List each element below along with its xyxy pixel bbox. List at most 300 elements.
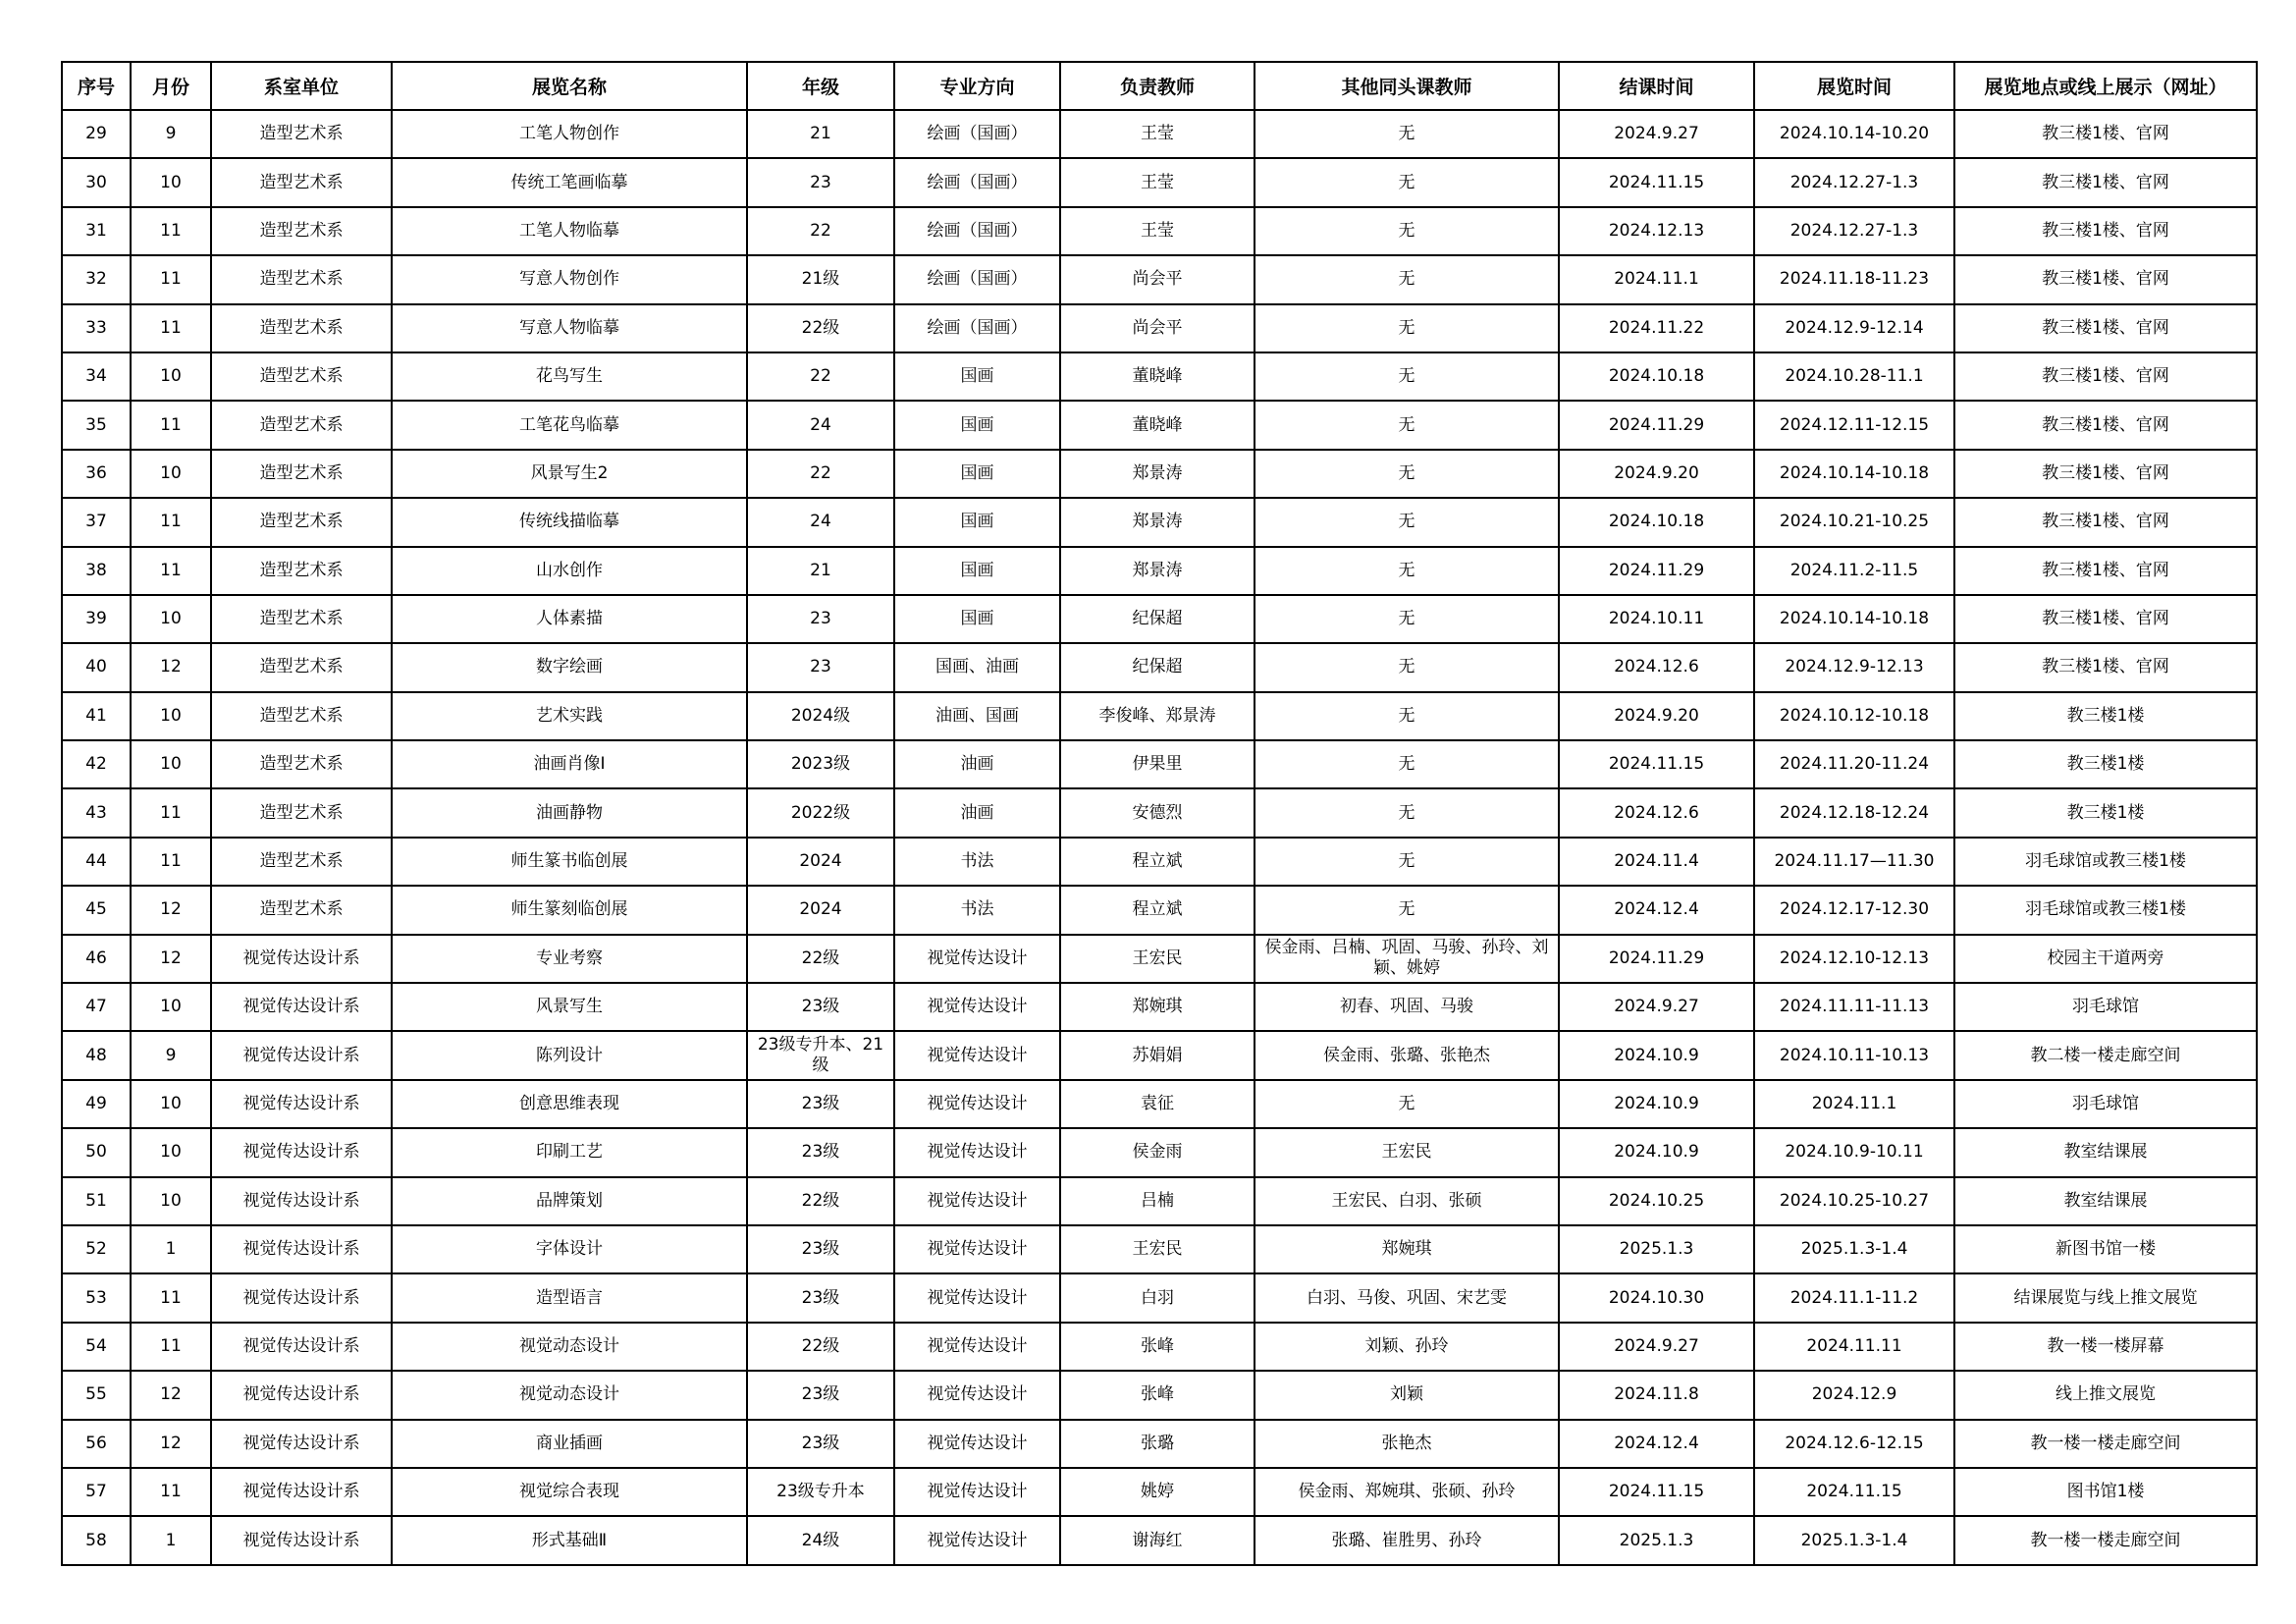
cell-col-location: 羽毛球馆 <box>1954 983 2257 1031</box>
cell-col-month: 10 <box>131 595 211 643</box>
table-row <box>62 643 2257 691</box>
cell-col-other-teachers: 郑婉琪 <box>1255 1225 1559 1273</box>
cell-col-lead-teacher: 郑景涛 <box>1060 450 1255 498</box>
table-row <box>62 1516 2257 1564</box>
cell-col-exhibition-name: 师生篆书临创展 <box>392 838 747 886</box>
cell-col-location: 教三楼1楼、官网 <box>1954 595 2257 643</box>
cell-col-exhibition-time: 2024.11.1 <box>1754 1080 1954 1128</box>
cell-col-index: 31 <box>62 207 131 255</box>
cell-col-month: 11 <box>131 498 211 546</box>
cell-col-major: 视觉传达设计 <box>894 1516 1060 1564</box>
cell-col-lead-teacher: 吕楠 <box>1060 1177 1255 1225</box>
cell-col-location: 教三楼1楼、官网 <box>1954 207 2257 255</box>
cell-col-month: 11 <box>131 838 211 886</box>
cell-col-course-end: 2024.9.20 <box>1559 450 1754 498</box>
cell-col-lead-teacher: 郑婉琪 <box>1060 983 1255 1031</box>
cell-col-major: 国画 <box>894 498 1060 546</box>
cell-col-course-end: 2024.12.6 <box>1559 788 1754 837</box>
cell-col-other-teachers: 无 <box>1255 207 1559 255</box>
cell-col-grade: 24级 <box>747 1516 894 1564</box>
cell-col-index: 49 <box>62 1080 131 1128</box>
cell-col-month: 12 <box>131 935 211 983</box>
cell-col-other-teachers: 侯金雨、张璐、张艳杰 <box>1255 1031 1559 1079</box>
cell-col-department: 视觉传达设计系 <box>211 1323 392 1371</box>
cell-col-other-teachers: 无 <box>1255 110 1559 158</box>
cell-col-month: 11 <box>131 1323 211 1371</box>
table-row <box>62 983 2257 1031</box>
cell-col-exhibition-name: 人体素描 <box>392 595 747 643</box>
cell-col-department: 视觉传达设计系 <box>211 1516 392 1564</box>
table-row <box>62 692 2257 740</box>
cell-col-other-teachers: 无 <box>1255 595 1559 643</box>
cell-col-lead-teacher: 王宏民 <box>1060 935 1255 983</box>
cell-col-grade: 23 <box>747 158 894 206</box>
cell-col-department: 造型艺术系 <box>211 207 392 255</box>
cell-col-major: 国画 <box>894 401 1060 449</box>
cell-col-lead-teacher: 尚会平 <box>1060 304 1255 352</box>
cell-col-lead-teacher: 侯金雨 <box>1060 1128 1255 1176</box>
cell-col-index: 54 <box>62 1323 131 1371</box>
cell-col-major: 国画 <box>894 595 1060 643</box>
cell-col-department: 造型艺术系 <box>211 547 392 595</box>
cell-col-department: 视觉传达设计系 <box>211 983 392 1031</box>
cell-col-exhibition-name: 陈列设计 <box>392 1031 747 1079</box>
cell-col-grade: 23级 <box>747 983 894 1031</box>
cell-col-index: 55 <box>62 1371 131 1419</box>
cell-col-department: 视觉传达设计系 <box>211 1080 392 1128</box>
table-row <box>62 740 2257 788</box>
cell-col-exhibition-name: 写意人物创作 <box>392 255 747 303</box>
header-col-other-teachers: 其他同头课教师 <box>1255 62 1559 110</box>
cell-col-location: 教三楼1楼、官网 <box>1954 498 2257 546</box>
cell-col-exhibition-time: 2024.11.11-11.13 <box>1754 983 1954 1031</box>
cell-col-department: 视觉传达设计系 <box>211 1371 392 1419</box>
cell-col-index: 42 <box>62 740 131 788</box>
cell-col-course-end: 2024.12.4 <box>1559 1420 1754 1468</box>
cell-col-course-end: 2024.9.27 <box>1559 1323 1754 1371</box>
cell-col-location: 教三楼1楼 <box>1954 692 2257 740</box>
cell-col-location: 羽毛球馆或教三楼1楼 <box>1954 838 2257 886</box>
cell-col-exhibition-time: 2024.11.17—11.30 <box>1754 838 1954 886</box>
cell-col-lead-teacher: 姚婷 <box>1060 1468 1255 1516</box>
cell-col-exhibition-name: 形式基础Ⅱ <box>392 1516 747 1564</box>
cell-col-department: 视觉传达设计系 <box>211 1128 392 1176</box>
cell-col-exhibition-time: 2024.12.10-12.13 <box>1754 935 1954 983</box>
cell-col-month: 11 <box>131 255 211 303</box>
cell-col-grade: 22级 <box>747 1177 894 1225</box>
table-header-row <box>62 62 2257 110</box>
cell-col-exhibition-time: 2024.10.28-11.1 <box>1754 352 1954 401</box>
cell-col-other-teachers: 无 <box>1255 304 1559 352</box>
cell-col-other-teachers: 张艳杰 <box>1255 1420 1559 1468</box>
cell-col-department: 视觉传达设计系 <box>211 1031 392 1079</box>
cell-col-grade: 21 <box>747 547 894 595</box>
cell-col-exhibition-time: 2024.12.9-12.14 <box>1754 304 1954 352</box>
cell-col-course-end: 2024.11.15 <box>1559 158 1754 206</box>
cell-col-index: 44 <box>62 838 131 886</box>
cell-col-course-end: 2024.11.29 <box>1559 935 1754 983</box>
table-body <box>62 110 2257 1565</box>
cell-col-exhibition-name: 商业插画 <box>392 1420 747 1468</box>
cell-col-exhibition-name: 风景写生2 <box>392 450 747 498</box>
cell-col-course-end: 2024.9.27 <box>1559 110 1754 158</box>
cell-col-course-end: 2024.12.6 <box>1559 643 1754 691</box>
cell-col-month: 9 <box>131 1031 211 1079</box>
cell-col-exhibition-name: 传统线描临摹 <box>392 498 747 546</box>
cell-col-course-end: 2024.11.29 <box>1559 547 1754 595</box>
cell-col-exhibition-time: 2024.11.18-11.23 <box>1754 255 1954 303</box>
cell-col-lead-teacher: 伊果里 <box>1060 740 1255 788</box>
cell-col-course-end: 2024.11.15 <box>1559 740 1754 788</box>
cell-col-department: 造型艺术系 <box>211 304 392 352</box>
cell-col-exhibition-time: 2024.10.12-10.18 <box>1754 692 1954 740</box>
cell-col-exhibition-time: 2024.10.25-10.27 <box>1754 1177 1954 1225</box>
cell-col-major: 油画 <box>894 788 1060 837</box>
cell-col-exhibition-name: 风景写生 <box>392 983 747 1031</box>
header-col-location: 展览地点或线上展示（网址） <box>1954 62 2257 110</box>
cell-col-month: 11 <box>131 304 211 352</box>
cell-col-major: 国画、油画 <box>894 643 1060 691</box>
cell-col-department: 造型艺术系 <box>211 158 392 206</box>
cell-col-lead-teacher: 董晓峰 <box>1060 352 1255 401</box>
cell-col-index: 43 <box>62 788 131 837</box>
cell-col-exhibition-time: 2025.1.3-1.4 <box>1754 1225 1954 1273</box>
cell-col-lead-teacher: 王宏民 <box>1060 1225 1255 1273</box>
cell-col-location: 图书馆1楼 <box>1954 1468 2257 1516</box>
cell-col-exhibition-name: 工笔人物创作 <box>392 110 747 158</box>
cell-col-other-teachers: 无 <box>1255 547 1559 595</box>
cell-col-course-end: 2024.11.8 <box>1559 1371 1754 1419</box>
cell-col-course-end: 2024.10.18 <box>1559 498 1754 546</box>
cell-col-major: 国画 <box>894 547 1060 595</box>
cell-col-other-teachers: 无 <box>1255 498 1559 546</box>
cell-col-major: 油画、国画 <box>894 692 1060 740</box>
cell-col-month: 9 <box>131 110 211 158</box>
table-row <box>62 1273 2257 1322</box>
cell-col-course-end: 2024.10.9 <box>1559 1128 1754 1176</box>
cell-col-other-teachers: 无 <box>1255 450 1559 498</box>
cell-col-grade: 23级 <box>747 1420 894 1468</box>
cell-col-department: 视觉传达设计系 <box>211 1420 392 1468</box>
cell-col-exhibition-time: 2024.11.20-11.24 <box>1754 740 1954 788</box>
cell-col-exhibition-name: 传统工笔画临摹 <box>392 158 747 206</box>
cell-col-lead-teacher: 程立斌 <box>1060 886 1255 934</box>
cell-col-course-end: 2024.11.1 <box>1559 255 1754 303</box>
cell-col-exhibition-time: 2024.10.9-10.11 <box>1754 1128 1954 1176</box>
cell-col-month: 11 <box>131 1468 211 1516</box>
cell-col-course-end: 2024.11.15 <box>1559 1468 1754 1516</box>
cell-col-course-end: 2024.11.22 <box>1559 304 1754 352</box>
cell-col-exhibition-name: 工笔人物临摹 <box>392 207 747 255</box>
cell-col-department: 造型艺术系 <box>211 352 392 401</box>
cell-col-lead-teacher: 纪保超 <box>1060 595 1255 643</box>
cell-col-index: 47 <box>62 983 131 1031</box>
cell-col-index: 58 <box>62 1516 131 1564</box>
cell-col-month: 12 <box>131 643 211 691</box>
cell-col-department: 视觉传达设计系 <box>211 1225 392 1273</box>
cell-col-location: 教一楼一楼走廊空间 <box>1954 1420 2257 1468</box>
table-row <box>62 1323 2257 1371</box>
cell-col-other-teachers: 无 <box>1255 158 1559 206</box>
header-col-index: 序号 <box>62 62 131 110</box>
cell-col-other-teachers: 无 <box>1255 352 1559 401</box>
cell-col-exhibition-time: 2024.12.11-12.15 <box>1754 401 1954 449</box>
cell-col-lead-teacher: 张璐 <box>1060 1420 1255 1468</box>
cell-col-course-end: 2024.11.29 <box>1559 401 1754 449</box>
cell-col-grade: 2024 <box>747 838 894 886</box>
cell-col-major: 绘画（国画） <box>894 255 1060 303</box>
table-row <box>62 886 2257 934</box>
cell-col-other-teachers: 侯金雨、郑婉琪、张硕、孙玲 <box>1255 1468 1559 1516</box>
cell-col-major: 视觉传达设计 <box>894 1468 1060 1516</box>
cell-col-major: 油画 <box>894 740 1060 788</box>
cell-col-exhibition-name: 山水创作 <box>392 547 747 595</box>
cell-col-index: 32 <box>62 255 131 303</box>
cell-col-exhibition-time: 2024.12.6-12.15 <box>1754 1420 1954 1468</box>
cell-col-month: 1 <box>131 1516 211 1564</box>
cell-col-exhibition-time: 2024.10.14-10.18 <box>1754 450 1954 498</box>
cell-col-month: 12 <box>131 1371 211 1419</box>
cell-col-index: 50 <box>62 1128 131 1176</box>
cell-col-exhibition-name: 艺术实践 <box>392 692 747 740</box>
header-col-lead-teacher: 负责教师 <box>1060 62 1255 110</box>
cell-col-index: 38 <box>62 547 131 595</box>
cell-col-location: 教三楼1楼 <box>1954 788 2257 837</box>
cell-col-major: 视觉传达设计 <box>894 983 1060 1031</box>
cell-col-index: 56 <box>62 1420 131 1468</box>
cell-col-other-teachers: 无 <box>1255 886 1559 934</box>
cell-col-month: 10 <box>131 352 211 401</box>
cell-col-grade: 23级专升本 <box>747 1468 894 1516</box>
cell-col-month: 10 <box>131 692 211 740</box>
table-row <box>62 1468 2257 1516</box>
cell-col-grade: 23级专升本、21级 <box>747 1031 894 1079</box>
cell-col-other-teachers: 无 <box>1255 692 1559 740</box>
table-row <box>62 1128 2257 1176</box>
table-row <box>62 255 2257 303</box>
cell-col-location: 教三楼1楼、官网 <box>1954 450 2257 498</box>
cell-col-location: 教室结课展 <box>1954 1177 2257 1225</box>
cell-col-index: 37 <box>62 498 131 546</box>
cell-col-exhibition-time: 2024.11.2-11.5 <box>1754 547 1954 595</box>
cell-col-grade: 22级 <box>747 1323 894 1371</box>
cell-col-major: 绘画（国画） <box>894 110 1060 158</box>
cell-col-major: 绘画（国画） <box>894 158 1060 206</box>
cell-col-course-end: 2025.1.3 <box>1559 1516 1754 1564</box>
cell-col-location: 教三楼1楼、官网 <box>1954 304 2257 352</box>
cell-col-index: 30 <box>62 158 131 206</box>
cell-col-month: 10 <box>131 1128 211 1176</box>
cell-col-month: 11 <box>131 788 211 837</box>
cell-col-index: 39 <box>62 595 131 643</box>
cell-col-other-teachers: 无 <box>1255 788 1559 837</box>
cell-col-index: 48 <box>62 1031 131 1079</box>
cell-col-exhibition-name: 视觉动态设计 <box>392 1371 747 1419</box>
cell-col-grade: 21 <box>747 110 894 158</box>
cell-col-exhibition-time: 2024.12.9-12.13 <box>1754 643 1954 691</box>
cell-col-department: 造型艺术系 <box>211 692 392 740</box>
cell-col-index: 33 <box>62 304 131 352</box>
cell-col-index: 46 <box>62 935 131 983</box>
cell-col-other-teachers: 侯金雨、吕楠、巩固、马骏、孙玲、刘颖、姚婷 <box>1255 935 1559 983</box>
cell-col-lead-teacher: 白羽 <box>1060 1273 1255 1322</box>
cell-col-exhibition-name: 视觉综合表现 <box>392 1468 747 1516</box>
cell-col-location: 结课展览与线上推文展览 <box>1954 1273 2257 1322</box>
cell-col-location: 羽毛球馆 <box>1954 1080 2257 1128</box>
table-row <box>62 1031 2257 1079</box>
cell-col-index: 40 <box>62 643 131 691</box>
cell-col-course-end: 2024.10.18 <box>1559 352 1754 401</box>
cell-col-month: 12 <box>131 1420 211 1468</box>
table-row <box>62 450 2257 498</box>
cell-col-grade: 22级 <box>747 935 894 983</box>
header-col-month: 月份 <box>131 62 211 110</box>
cell-col-location: 教一楼一楼走廊空间 <box>1954 1516 2257 1564</box>
cell-col-major: 视觉传达设计 <box>894 1177 1060 1225</box>
cell-col-lead-teacher: 尚会平 <box>1060 255 1255 303</box>
cell-col-major: 视觉传达设计 <box>894 1420 1060 1468</box>
cell-col-lead-teacher: 王莹 <box>1060 110 1255 158</box>
header-col-exhibition-name: 展览名称 <box>392 62 747 110</box>
cell-col-exhibition-name: 花鸟写生 <box>392 352 747 401</box>
cell-col-department: 视觉传达设计系 <box>211 1273 392 1322</box>
header-col-exhibition-time: 展览时间 <box>1754 62 1954 110</box>
cell-col-other-teachers: 初春、巩固、马骏 <box>1255 983 1559 1031</box>
cell-col-month: 10 <box>131 450 211 498</box>
cell-col-major: 书法 <box>894 838 1060 886</box>
cell-col-month: 10 <box>131 740 211 788</box>
cell-col-major: 视觉传达设计 <box>894 1128 1060 1176</box>
cell-col-month: 11 <box>131 401 211 449</box>
cell-col-index: 29 <box>62 110 131 158</box>
table-row <box>62 110 2257 158</box>
cell-col-location: 教三楼1楼、官网 <box>1954 110 2257 158</box>
cell-col-course-end: 2024.9.20 <box>1559 692 1754 740</box>
cell-col-department: 造型艺术系 <box>211 643 392 691</box>
cell-col-location: 羽毛球馆或教三楼1楼 <box>1954 886 2257 934</box>
cell-col-exhibition-name: 视觉动态设计 <box>392 1323 747 1371</box>
table-row <box>62 595 2257 643</box>
cell-col-major: 绘画（国画） <box>894 207 1060 255</box>
header-col-department: 系室单位 <box>211 62 392 110</box>
cell-col-month: 10 <box>131 158 211 206</box>
cell-col-location: 新图书馆一楼 <box>1954 1225 2257 1273</box>
table-row <box>62 207 2257 255</box>
cell-col-exhibition-name: 专业考察 <box>392 935 747 983</box>
cell-col-course-end: 2024.11.4 <box>1559 838 1754 886</box>
cell-col-other-teachers: 无 <box>1255 838 1559 886</box>
cell-col-grade: 2024级 <box>747 692 894 740</box>
cell-col-other-teachers: 王宏民、白羽、张硕 <box>1255 1177 1559 1225</box>
table-row <box>62 788 2257 837</box>
cell-col-exhibition-time: 2024.11.1-11.2 <box>1754 1273 1954 1322</box>
cell-col-course-end: 2024.10.9 <box>1559 1031 1754 1079</box>
table-row <box>62 838 2257 886</box>
cell-col-month: 11 <box>131 1273 211 1322</box>
cell-col-month: 1 <box>131 1225 211 1273</box>
cell-col-department: 造型艺术系 <box>211 450 392 498</box>
cell-col-course-end: 2024.9.27 <box>1559 983 1754 1031</box>
cell-col-grade: 24 <box>747 498 894 546</box>
cell-col-exhibition-name: 字体设计 <box>392 1225 747 1273</box>
cell-col-major: 视觉传达设计 <box>894 1031 1060 1079</box>
cell-col-exhibition-name: 油画肖像Ⅰ <box>392 740 747 788</box>
cell-col-month: 10 <box>131 1177 211 1225</box>
cell-col-location: 教三楼1楼、官网 <box>1954 401 2257 449</box>
table-row <box>62 1080 2257 1128</box>
exhibition-table-sheet <box>61 61 2256 1566</box>
cell-col-month: 10 <box>131 983 211 1031</box>
cell-col-department: 视觉传达设计系 <box>211 1468 392 1516</box>
cell-col-lead-teacher: 郑景涛 <box>1060 498 1255 546</box>
cell-col-lead-teacher: 董晓峰 <box>1060 401 1255 449</box>
cell-col-exhibition-time: 2024.12.18-12.24 <box>1754 788 1954 837</box>
cell-col-location: 教室结课展 <box>1954 1128 2257 1176</box>
cell-col-department: 造型艺术系 <box>211 788 392 837</box>
cell-col-location: 教三楼1楼 <box>1954 740 2257 788</box>
cell-col-index: 41 <box>62 692 131 740</box>
cell-col-department: 视觉传达设计系 <box>211 1177 392 1225</box>
cell-col-index: 57 <box>62 1468 131 1516</box>
cell-col-lead-teacher: 程立斌 <box>1060 838 1255 886</box>
cell-col-lead-teacher: 郑景涛 <box>1060 547 1255 595</box>
cell-col-lead-teacher: 袁征 <box>1060 1080 1255 1128</box>
cell-col-month: 12 <box>131 886 211 934</box>
cell-col-grade: 21级 <box>747 255 894 303</box>
cell-col-grade: 23 <box>747 595 894 643</box>
cell-col-location: 教三楼1楼、官网 <box>1954 643 2257 691</box>
cell-col-department: 造型艺术系 <box>211 740 392 788</box>
cell-col-course-end: 2024.12.13 <box>1559 207 1754 255</box>
cell-col-location: 教三楼1楼、官网 <box>1954 255 2257 303</box>
cell-col-index: 36 <box>62 450 131 498</box>
cell-col-grade: 22 <box>747 450 894 498</box>
cell-col-exhibition-time: 2025.1.3-1.4 <box>1754 1516 1954 1564</box>
cell-col-other-teachers: 无 <box>1255 740 1559 788</box>
table-row <box>62 1225 2257 1273</box>
cell-col-month: 11 <box>131 207 211 255</box>
cell-col-other-teachers: 无 <box>1255 401 1559 449</box>
cell-col-other-teachers: 无 <box>1255 643 1559 691</box>
cell-col-location: 校园主干道两旁 <box>1954 935 2257 983</box>
cell-col-exhibition-name: 数字绘画 <box>392 643 747 691</box>
cell-col-lead-teacher: 张峰 <box>1060 1371 1255 1419</box>
cell-col-lead-teacher: 安德烈 <box>1060 788 1255 837</box>
cell-col-lead-teacher: 谢海红 <box>1060 1516 1255 1564</box>
table-row <box>62 1420 2257 1468</box>
table-row <box>62 547 2257 595</box>
cell-col-department: 视觉传达设计系 <box>211 935 392 983</box>
cell-col-exhibition-time: 2024.12.27-1.3 <box>1754 158 1954 206</box>
cell-col-exhibition-time: 2024.11.15 <box>1754 1468 1954 1516</box>
cell-col-lead-teacher: 王莹 <box>1060 158 1255 206</box>
table-row <box>62 1371 2257 1419</box>
cell-col-grade: 23 <box>747 643 894 691</box>
cell-col-exhibition-time: 2024.10.14-10.20 <box>1754 110 1954 158</box>
cell-col-course-end: 2025.1.3 <box>1559 1225 1754 1273</box>
cell-col-lead-teacher: 李俊峰、郑景涛 <box>1060 692 1255 740</box>
cell-col-department: 造型艺术系 <box>211 498 392 546</box>
cell-col-index: 35 <box>62 401 131 449</box>
cell-col-index: 53 <box>62 1273 131 1322</box>
cell-col-major: 书法 <box>894 886 1060 934</box>
cell-col-grade: 2022级 <box>747 788 894 837</box>
cell-col-course-end: 2024.10.11 <box>1559 595 1754 643</box>
header-col-course-end: 结课时间 <box>1559 62 1754 110</box>
cell-col-lead-teacher: 苏娟娟 <box>1060 1031 1255 1079</box>
cell-col-exhibition-time: 2024.10.11-10.13 <box>1754 1031 1954 1079</box>
cell-col-major: 视觉传达设计 <box>894 935 1060 983</box>
